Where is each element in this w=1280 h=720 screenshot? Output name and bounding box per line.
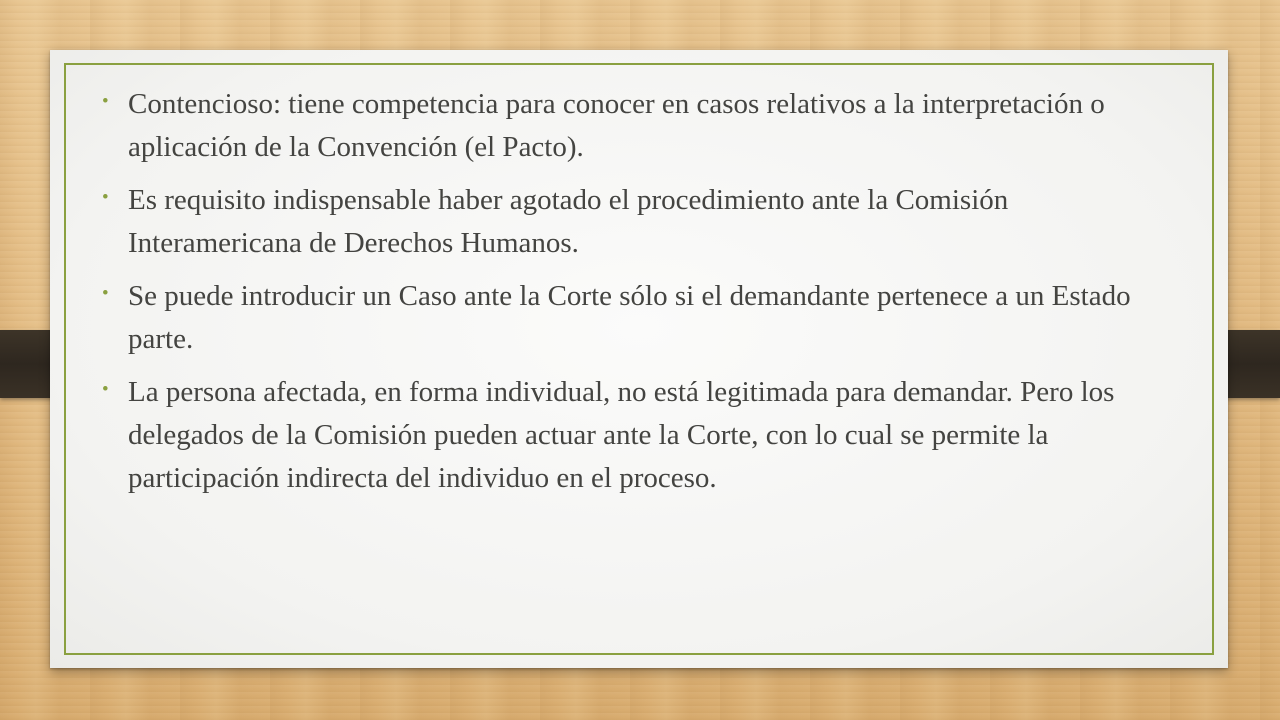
- bullet-text: Contencioso: tiene competencia para conocer en casos relativos a la interpretación o aplicación de la Convención (el Pacto).: [128, 88, 1105, 163]
- bullet-item: [102, 179, 1186, 265]
- bullet-dot-icon: •: [102, 187, 109, 208]
- bullet-dot-icon: •: [102, 91, 109, 112]
- bullet-dot-icon: •: [102, 283, 109, 304]
- bullet-item: [102, 83, 1186, 169]
- bullet-item: [102, 275, 1186, 361]
- bullet-item: [102, 371, 1186, 500]
- bullet-text: La persona afectada, en forma individual, no está legitimada para demandar. Pero los delegados de la Comisión pueden actuar ante la Corte, con lo cual se permite la participación indirecta del individuo en el proceso.: [128, 376, 1115, 494]
- bullet-text: Se puede introducir un Caso ante la Corte sólo si el demandante pertenece a un Estado parte.: [128, 280, 1131, 355]
- bullet-text: Es requisito indispensable haber agotado el procedimiento ante la Comisión Interamericana de Derechos Humanos.: [128, 184, 1009, 259]
- bullet-list: [102, 83, 1186, 510]
- slide-paper: [50, 50, 1228, 668]
- bullet-dot-icon: •: [102, 379, 109, 400]
